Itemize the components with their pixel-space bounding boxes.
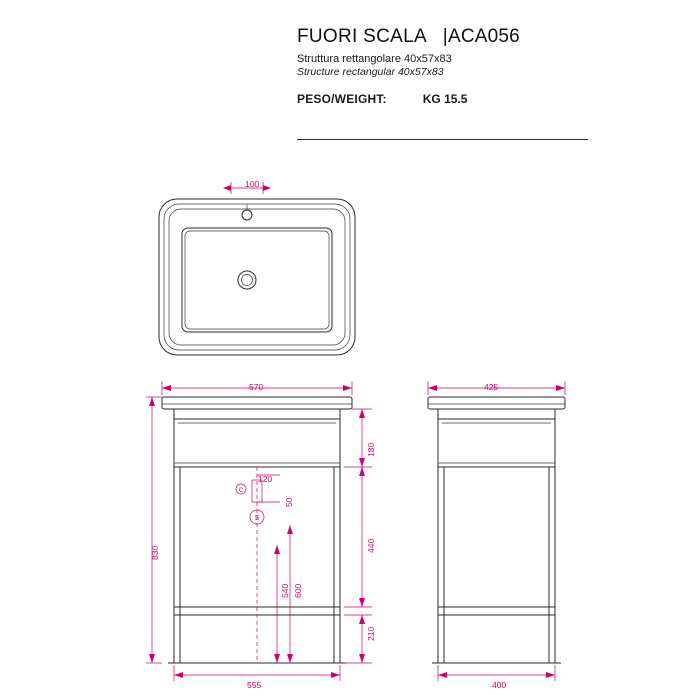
title-code: ACA056 — [447, 26, 520, 47]
side-view-drawing — [410, 375, 610, 685]
weight-value: KG 15.5 — [422, 92, 468, 106]
front-view-dim-540-label: 540 — [280, 583, 290, 598]
weight-row — [297, 92, 627, 106]
side-view-dim-425-label: 425 — [484, 382, 499, 392]
side-view-dim-400-label: 400 — [492, 680, 507, 690]
front-view-dim-440-label: 440 — [366, 538, 376, 553]
title-separator: | — [442, 26, 448, 47]
front-view-dim-600-label: 600 — [293, 583, 303, 598]
front-view-dim-570-label: 570 — [249, 382, 264, 392]
header-block — [297, 26, 627, 106]
weight-label: PESO/WEIGHT: — [297, 92, 387, 106]
front-view-dim-555-label: 555 — [247, 680, 262, 690]
front-view-dim-210-label: 210 — [366, 626, 376, 641]
front-view-dim-555 — [174, 665, 340, 681]
page-title — [297, 26, 627, 48]
front-view-dim-830 — [146, 397, 162, 663]
front-view-dim-120-label: 120 — [258, 474, 273, 484]
svg-text:S: S — [254, 515, 260, 522]
top-view-dim-100-label: 100 — [245, 179, 260, 189]
front-view-dim-180-label: 180 — [366, 442, 376, 457]
side-view-dim-400 — [438, 665, 555, 681]
front-view-drawing — [140, 375, 390, 685]
subtitle-italian: Struttura rettangolare 40x57x83 — [297, 53, 452, 65]
top-view-drawing — [145, 175, 405, 365]
title-main: FUORI SCALA — [297, 26, 426, 47]
header-divider — [297, 139, 588, 140]
front-view-dim-830-label: 830 — [150, 545, 160, 560]
subtitle-french: Structure rectangular 40x57x83 — [297, 66, 444, 78]
svg-text:C: C — [238, 488, 244, 494]
front-view-dim-50-label: 50 — [284, 497, 294, 507]
